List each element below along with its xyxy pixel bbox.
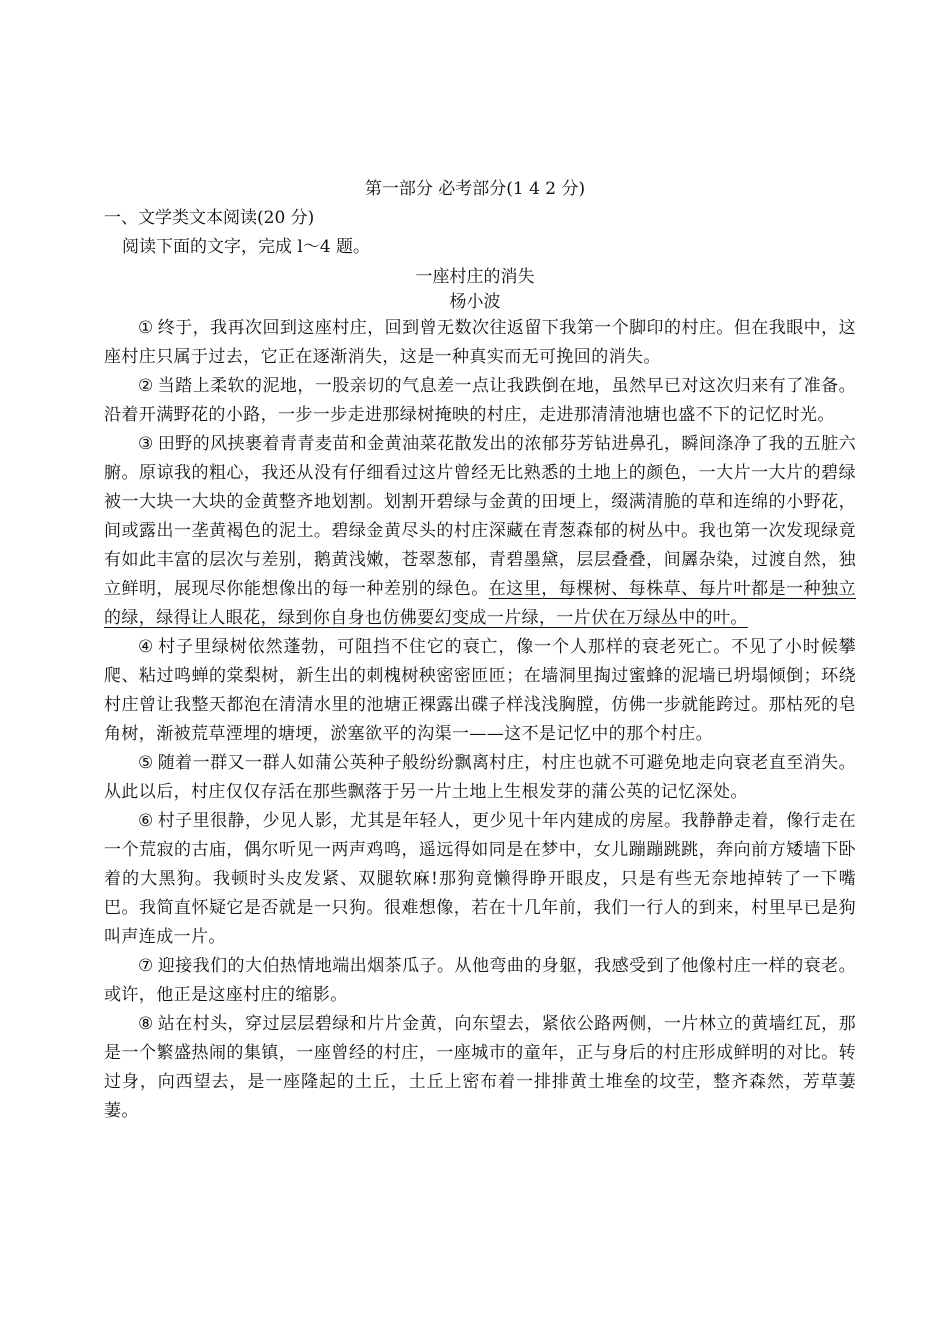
paragraph-1 — [104, 314, 856, 372]
paragraph-5 — [104, 749, 856, 807]
paragraph-number: ⑤ — [138, 753, 154, 773]
paragraph-number: ⑧ — [138, 1014, 154, 1034]
article-body — [104, 314, 856, 1126]
paragraph-text: 站在村头，穿过层层碧绿和片片金黄，向东望去，紧依公路两侧，一片林立的黄墙红瓦，那是一个繁盛热闹的集镇，一座曾经的村庄，一座城市的童年，正与身后的村庄形成鲜明的对比。转过身，向西望去，是一座隆起的土丘，土丘上密布着一排排黄土堆垒的坟茔，整齐森然，芳草萋萋。 — [104, 1014, 857, 1121]
paragraph-number: ④ — [138, 637, 155, 657]
paragraph-4 — [104, 633, 856, 749]
article-author: 杨小波 — [449, 292, 501, 312]
paragraph-number: ⑦ — [138, 956, 154, 976]
section-title: 第一部分 必考部分(1 4 2 分) — [364, 179, 586, 199]
paragraph-number: ② — [138, 376, 154, 396]
article-title: 一座村庄的消失 — [415, 267, 535, 287]
underlined-sentence: 在这里，每棵树、每株草、每片叶都是一种独立的绿，绿得让人眼花，绿到你自身也仿佛要幻变成一片绿，一片伏在万绿丛中的叶。 — [104, 579, 856, 628]
paragraph-number: ③ — [138, 434, 154, 454]
question-heading: 一、文学类文本阅读(20 分) — [104, 208, 315, 228]
paragraph-3 — [104, 430, 856, 633]
paragraph-text: 随着一群又一群人如蒲公英种子般纷纷飘离村庄，村庄也就不可避免地走向衰老直至消失。从此以后，村庄仅仅存活在那些飘落于另一片土地上生根发芽的蒲公英的记忆深处。 — [104, 753, 857, 802]
paragraph-number: ① — [138, 318, 154, 338]
paragraph-number: ⑥ — [138, 811, 154, 831]
paragraph-8 — [104, 1010, 856, 1126]
paragraph-6 — [104, 807, 856, 952]
paragraph-2 — [104, 372, 856, 430]
paragraph-text: 迎接我们的大伯热情地端出烟茶瓜子。从他弯曲的身躯，我感受到了他像村庄一样的衰老。或许，他正是这座村庄的缩影。 — [104, 956, 857, 1005]
reading-instruction: 阅读下面的文字，完成 l～4 题。 — [122, 237, 371, 257]
paragraph-text: 终于，我再次回到这座村庄，回到曾无数次往返留下我第一个脚印的村庄。但在我眼中，这座村庄只属于过去，它正在逐渐消失，这是一种真实而无可挽回的消失。 — [104, 318, 857, 367]
paragraph-text: 村子里很静，少见人影，尤其是年轻人，更少见十年内建成的房屋。我静静走着，像行走在一个荒寂的古庙，偶尔听见一两声鸡鸣，遥远得如同是在梦中，女儿蹦蹦跳跳，奔向前方矮墙下卧着的大黑狗。我顿时头皮发紧、双腿软麻!那狗竟懒得睁开眼皮，只是有些无奈地掉转了一下嘴巴。我简直怀疑它是否就是一只狗。很难想像，若在十几年前，我们一行人的到来，村里早已是狗叫声连成一片。 — [104, 811, 857, 947]
paragraph-7 — [104, 952, 856, 1010]
paragraph-text: 当踏上柔软的泥地，一股亲切的气息差一点让我跌倒在地，虽然早已对这次归来有了准备。沿着开满野花的小路，一步一步走进那绿树掩映的村庄，走进那清清池塘也盛不下的记忆时光。 — [104, 376, 857, 425]
paragraph-text: 田野的风挟裹着青青麦苗和金黄油菜花散发出的浓郁芬芳钻进鼻孔，瞬间涤净了我的五脏六腑。原谅我的粗心，我还从没有仔细看过这片曾经无比熟悉的土地上的颜色，一大片一大片的碧绿被一大块一大块的金黄整齐地划割。划割开碧绿与金黄的田埂上，缀满清脆的草和连绵的小野花，间或露出一垄黄褐色的泥土。碧绿金黄尽头的村庄深藏在青葱森郁的树丛中。我也第一次发现绿竟有如此丰富的层次与差别，鹅黄浅嫩，苍翠葱郁，青碧墨黛，层层叠叠，间羼杂染，过渡自然，独立鲜明，展现尽你能想像出的每一种差别的绿色。 — [104, 434, 857, 599]
paragraph-text: 村子里绿树依然蓬勃，可阻挡不住它的衰亡，像一个人那样的衰老死亡。不见了小时候攀爬、粘过鸣蝉的棠梨树，新生出的刺槐树秧密密匝匝；在墙洞里掏过蜜蜂的泥墙已坍塌倾倒；环绕村庄曾让我整天都泡在清清水里的池塘正裸露出碟子样浅浅胸膛，仿佛一步就能跨过。那枯死的皂角树，渐被荒草湮埋的塘埂，淤塞欲平的沟渠一——这不是记忆中的那个村庄。 — [104, 637, 856, 744]
